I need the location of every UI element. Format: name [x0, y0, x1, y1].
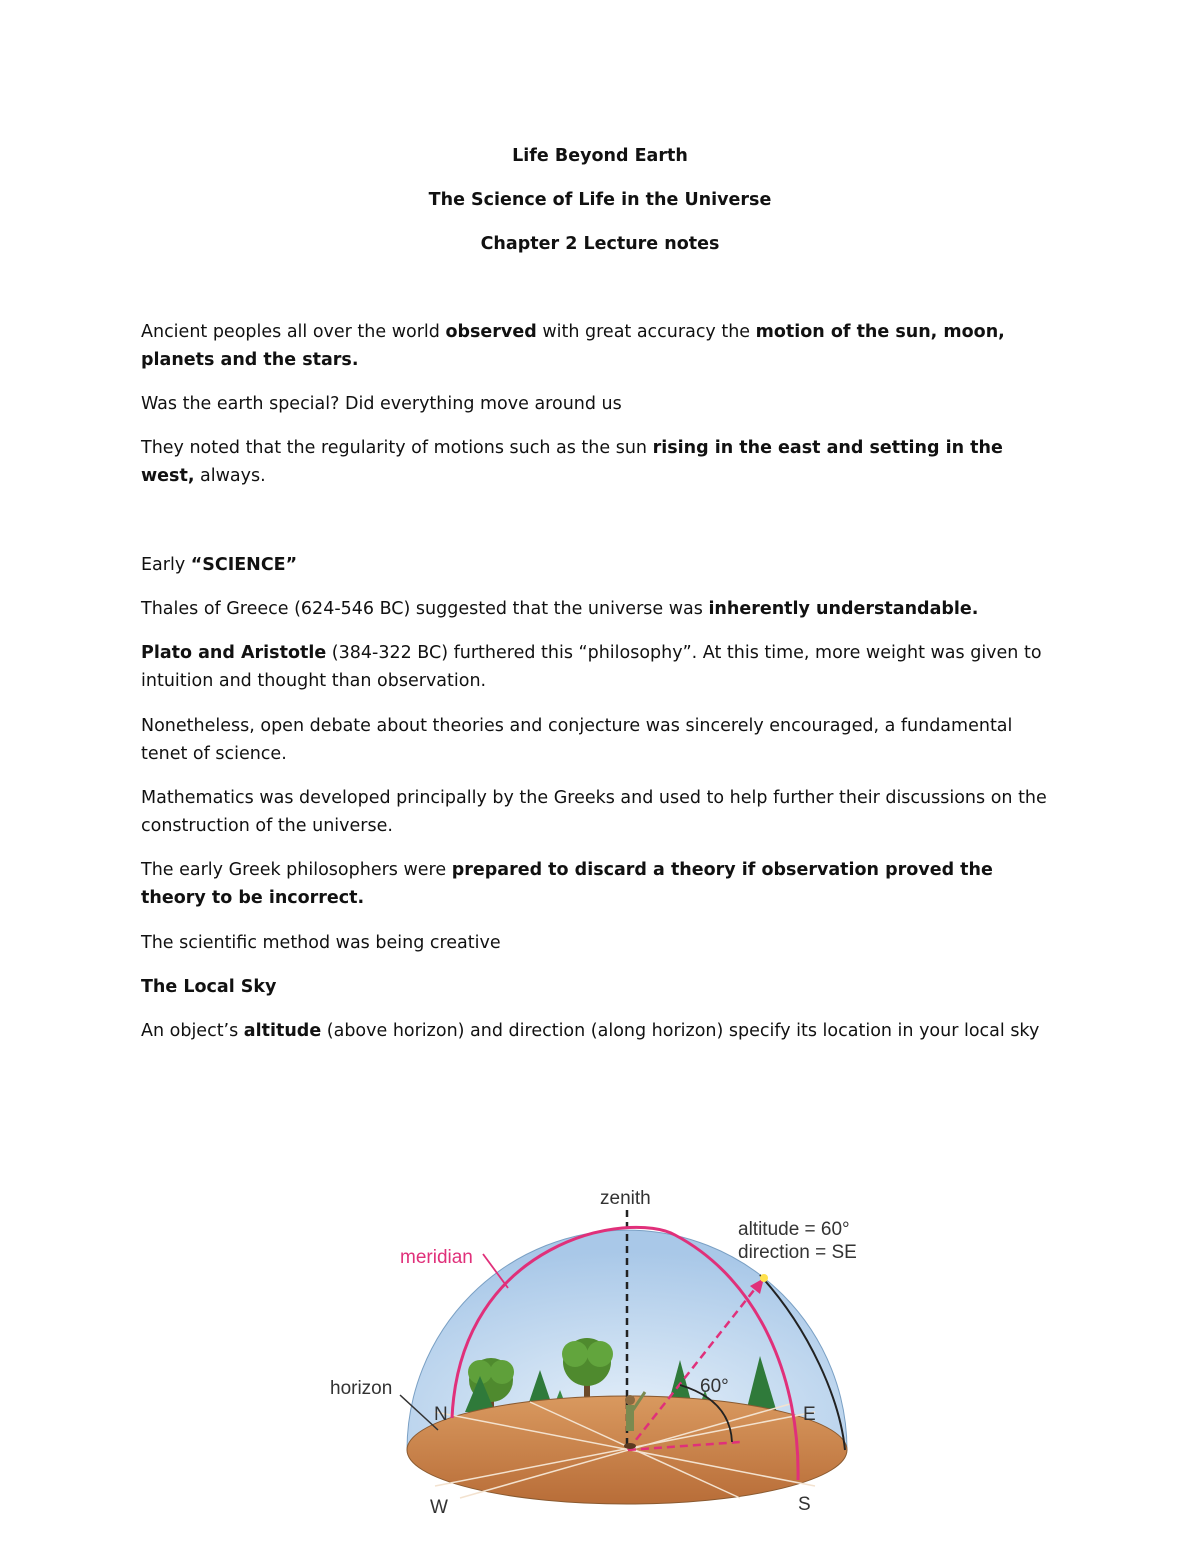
bold-run: motion of the sun, moon, planets and the stars. — [141, 322, 1005, 370]
meridian-label: meridian — [400, 1247, 473, 1268]
text-run: Thales of Greece (624-546 BC) suggested that the universe was — [141, 599, 709, 619]
paragraph-ancient-peoples — [141, 318, 1061, 374]
paragraph-altitude — [141, 1017, 1061, 1045]
east-label: E — [803, 1404, 816, 1425]
text-run: always. — [194, 466, 266, 486]
text-run: (above horizon) and direction (along horizon) specify its location in your local sky — [321, 1021, 1040, 1041]
text-run: furthered this “philosophy”. At this time, more weight was given to intuition and thought than observation. — [141, 643, 1042, 691]
altitude-label: altitude = 60° — [738, 1219, 850, 1240]
local-sky-diagram — [320, 1180, 880, 1520]
paragraph-regularity — [141, 434, 1061, 490]
object-star-icon — [760, 1274, 768, 1282]
paragraph-thales — [141, 595, 1061, 623]
bold-run: “SCIENCE” — [190, 555, 298, 575]
text-run: Early — [141, 555, 191, 575]
paragraph-open-debate: Nonetheless, open debate about theories and conjecture was sincerely encouraged, a fundamental tenet of science. — [141, 716, 1013, 764]
bold-run: prepared to discard a theory if observation proved the theory to be incorrect. — [141, 860, 993, 908]
paragraph-plato-aristotle — [141, 639, 1061, 695]
document-title: Life Beyond Earth — [512, 146, 688, 166]
paragraph-early-science — [141, 551, 1061, 579]
zenith-label: zenith — [600, 1188, 651, 1209]
text-run: An object’s — [141, 1021, 244, 1041]
bold-run: altitude — [243, 1021, 322, 1041]
horizon-label: horizon — [330, 1378, 393, 1399]
local-sky-figure — [320, 1180, 880, 1520]
paragraph-greek-philosophers — [141, 856, 1061, 912]
text-run: with great accuracy the — [536, 322, 756, 342]
angle-label: 60° — [700, 1376, 729, 1397]
paragraph-earth-special: Was the earth special? Did everything move around us — [141, 394, 622, 414]
document-subtitle: The Science of Life in the Universe — [428, 190, 772, 210]
north-label: N — [434, 1404, 448, 1425]
chapter-heading: Chapter 2 Lecture notes — [480, 234, 720, 254]
bold-run: observed — [445, 322, 537, 342]
paragraph-mathematics: Mathematics was developed principally by the Greeks and used to help further their discussions on the construction of the universe. — [141, 788, 1047, 836]
text-run: (384-322 BC) — [326, 643, 449, 663]
west-label: W — [430, 1497, 448, 1518]
bold-run: Plato and Aristotle — [141, 643, 327, 663]
section-heading-local-sky: The Local Sky — [141, 977, 277, 997]
bold-run: rising in the east and setting in the west, — [141, 438, 1003, 486]
direction-label: direction = SE — [738, 1242, 857, 1263]
text-run: Ancient peoples all over the world — [141, 322, 446, 342]
paragraph-scientific-method: The scientific method was being creative — [141, 933, 501, 953]
south-label: S — [798, 1494, 811, 1515]
text-run: The early Greek philosophers were — [141, 860, 452, 880]
text-run: They noted that the regularity of motions such as the sun — [141, 438, 653, 458]
bold-run: inherently understandable. — [708, 599, 979, 619]
